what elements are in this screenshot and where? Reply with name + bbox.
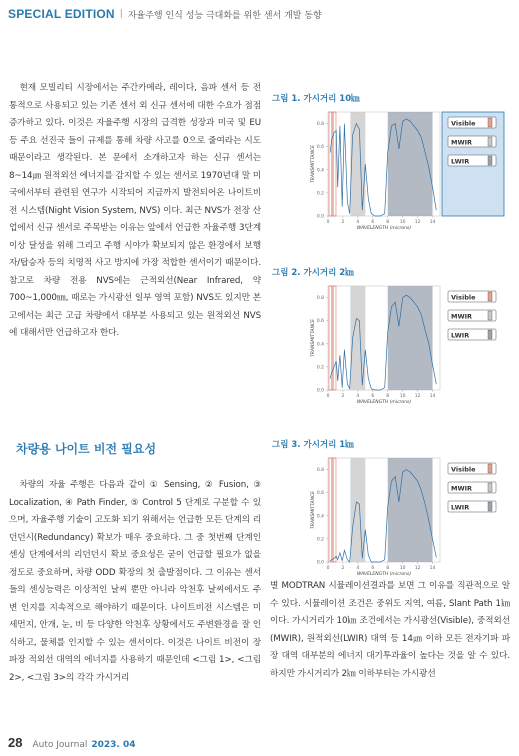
- x-axis-label: WAVELENGTH (microns): [356, 226, 412, 231]
- journal-name: Auto Journal: [32, 740, 88, 750]
- legend-label: MWIR: [451, 138, 473, 147]
- figure-3-chart: [270, 450, 508, 582]
- x-tick-label: 6: [371, 394, 375, 399]
- y-tick-label: 0.0: [316, 560, 324, 566]
- legend-label: MWIR: [451, 484, 473, 493]
- y-axis-label: TRANSMITTANCE: [311, 319, 316, 357]
- x-tick-label: 4: [356, 220, 360, 225]
- body-paragraph-1: 현재 모빌리티 시장에서는 주간카메라, 레이다, 음파 센서 등 전통적으로 사용되고 있는 기존 센서 외 신규 센서에 대한 수요가 점점 증가하고 있다. 이것은 자율주행 시장의 급격한 성장과 미국 및 EU 등 주요 선진국 들이 규제를 통해 차량 사고를 0으로 줄여라는 시도 때문이라고 생각된다. 본 문에서 소개하고자 하는 신규 센서는 8~14㎛ 원적외선 에너지를 감지할 수 있는 센서로 1970년대 말 미국에서부터 관련된 연구가 시작되어 지금까지 발전되어온 나이트비전 시스템(Night Vision System, NVS) 이다. 최근 NVS가 전장 산업에서 신규 센서로 주목받는 이유는 앞에서 언급한 자율주행 3단계 이상 달성을 위해 그리고 주행 시야가 확보되지 않은 환경에서 보행자/탑승자 등의 치명적 사고 방지에 가장 적합한 센서이기 때문이다. 참고로 차량 전용 NVS에는 근적외선(Near Infrared, 약 700~1,000㎚, 때로는 가시광선 일부 영역 포함) NVS도 있지만 본 고에서는 최근 고급 차량에서 대부분 사용되고 있는 원적외선 NVS에 대해서만 언급하고자 한다.: [9, 83, 261, 338]
- band-lwir: [388, 112, 433, 216]
- x-tick-label: 10: [399, 394, 406, 399]
- legend-swatch: [488, 483, 492, 492]
- legend-swatch: [488, 330, 492, 339]
- legend-swatch: [488, 292, 492, 301]
- x-tick-label: 10: [399, 220, 406, 225]
- figure-2-chart: [270, 278, 508, 410]
- x-tick-label: 12: [414, 220, 421, 225]
- y-tick-label: 0.4: [316, 342, 324, 348]
- legend-label: Visible: [451, 293, 476, 302]
- x-tick-label: 0: [326, 566, 330, 571]
- figure-1-title: 그림 1. 가시거리 10㎞: [272, 94, 360, 104]
- legend-swatch: [488, 502, 492, 511]
- legend-label: LWIR: [451, 331, 470, 340]
- x-tick-label: 4: [356, 566, 360, 571]
- left-column-top: [9, 80, 261, 343]
- legend-label: Visible: [451, 119, 476, 128]
- page-header: [8, 6, 511, 22]
- band-lwir: [388, 458, 433, 562]
- y-tick-label: 0.2: [316, 365, 324, 371]
- y-axis-label: TRANSMITTANCE: [311, 145, 316, 183]
- y-tick-label: 0.8: [316, 296, 324, 302]
- y-tick-label: 0.8: [316, 468, 324, 474]
- legend-swatch: [488, 137, 492, 146]
- left-column-bottom: [9, 477, 261, 687]
- x-tick-label: 0: [326, 394, 330, 399]
- page-footer: [8, 735, 136, 750]
- y-tick-label: 0.4: [316, 168, 324, 174]
- x-tick-label: 14: [429, 394, 436, 399]
- band-visible: [331, 112, 334, 216]
- x-tick-label: 8: [386, 566, 390, 571]
- x-tick-label: 4: [356, 394, 360, 399]
- y-axis-label: TRANSMITTANCE: [311, 491, 316, 529]
- band-visible: [331, 458, 334, 562]
- legend-swatch: [488, 311, 492, 320]
- legend-label: Visible: [451, 465, 476, 474]
- x-tick-label: 14: [429, 220, 436, 225]
- header-divider: |: [119, 9, 123, 19]
- section-title: 차량용 나이트 비전 필요성: [16, 442, 157, 456]
- figure-1-chart: [270, 104, 508, 236]
- y-tick-label: 0.8: [316, 122, 324, 128]
- body-paragraph-2: 차량의 자율 주행은 다음과 같이 ① Sensing, ② Fusion, ③ Localization, ④ Path Finder, ⑤ Control 5 단계로 구분할 수 있으며, 자율주행 기술이 고도화 되기 위해서는 언급한 모든 단계의 리던던시(Redundancy) 확보가 매우 중요하다. 그 중 첫번째 단계인 센싱 단계에서의 리던던시 확보 중요성은 굳이 언급할 필요가 없을 정도로 중요하며, 차량 ODD 확장의 첫 출발점이다. 그 이유는 센서들의 센싱능력은 이상적인 날씨 뿐만 아니라 악천후 날씨에서도 주변 인지를 지속적으로 해야하기 때문이다. 나이트비전 시스템은 미세먼지, 안개, 눈, 비 등 다양한 악천후 상황에서도 주변환경을 잘 인식하고, 물체를 인지할 수 있는 센서이다. 이것은 나이트 비전이 장파장 적외선 대역의 에너지를 사용하기 때문인데 <그림 1>, <그림 2>, <그림 3>의 각각 가시거리: [9, 480, 261, 683]
- band-mwir: [350, 458, 365, 562]
- y-tick-label: 0.2: [316, 537, 324, 543]
- legend-label: MWIR: [451, 312, 473, 321]
- y-tick-label: 0.6: [316, 319, 324, 325]
- header-title: 자율주행 인식 성능 극대화를 위한 센서 개발 동향: [127, 10, 322, 21]
- y-tick-label: 0.0: [316, 388, 324, 394]
- legend-label: LWIR: [451, 157, 470, 166]
- y-tick-label: 0.0: [316, 214, 324, 220]
- x-tick-label: 12: [414, 566, 421, 571]
- x-tick-label: 10: [399, 566, 406, 571]
- band-lwir: [388, 286, 433, 390]
- x-tick-label: 6: [371, 566, 375, 571]
- x-axis-label: WAVELENGTH (microns): [356, 572, 412, 577]
- x-tick-label: 8: [386, 394, 390, 399]
- legend-label: LWIR: [451, 503, 470, 512]
- x-tick-label: 14: [429, 566, 436, 571]
- figure-2-title: 그림 2. 가시거리 2㎞: [272, 268, 354, 278]
- page-number: 28: [8, 735, 23, 750]
- x-tick-label: 6: [371, 220, 375, 225]
- x-tick-label: 12: [414, 394, 421, 399]
- figure-3-title: 그림 3. 가시거리 1㎞: [272, 440, 354, 450]
- right-column-text: [270, 578, 510, 683]
- legend-swatch: [488, 156, 492, 165]
- x-tick-label: 0: [326, 220, 330, 225]
- y-tick-label: 0.4: [316, 514, 324, 520]
- legend-swatch: [488, 118, 492, 127]
- x-tick-label: 2: [341, 220, 345, 225]
- x-axis-label: WAVELENGTH (microns): [356, 400, 412, 405]
- x-tick-label: 8: [386, 220, 390, 225]
- legend-swatch: [488, 464, 492, 473]
- y-tick-label: 0.6: [316, 491, 324, 497]
- y-tick-label: 0.6: [316, 145, 324, 151]
- issue-date: 2023. 04: [91, 740, 136, 750]
- edition-label: SPECIAL EDITION: [8, 7, 115, 21]
- y-tick-label: 0.2: [316, 191, 324, 197]
- x-tick-label: 2: [341, 566, 345, 571]
- x-tick-label: 2: [341, 394, 345, 399]
- body-paragraph-3: 별 MODTRAN 시뮬레이션결과를 보면 그 이유를 직관적으로 알 수 있다. 시뮬레이션 조건은 중위도 지역, 여름, Slant Path 1㎞이다. 가시거리가 10㎞ 조건에서는 가시광선(Visible), 중적외선(MWIR), 원적외선(LWIR) 대역 등 14㎛ 이하 모든 전자기파 파장 대역 대부분의 에너지 대기투과율이 높다는 것을 알 수 있다. 하지만 가시거리가 2㎞ 이하부터는 가시광선: [270, 581, 510, 679]
